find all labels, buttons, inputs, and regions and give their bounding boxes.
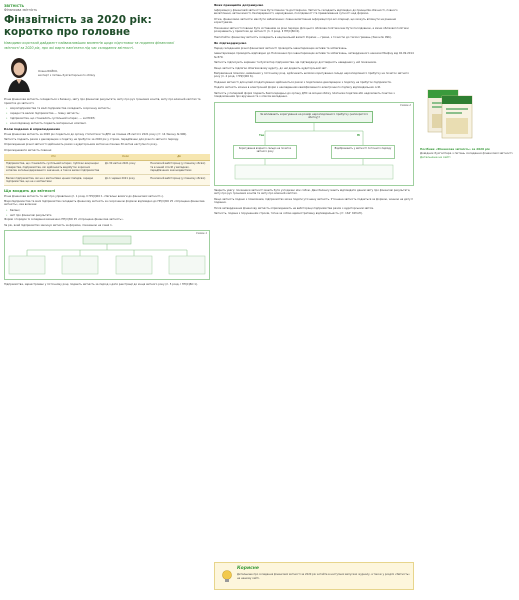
sidebar-promo: [420, 86, 516, 159]
table-cell: На власній вебсторінці (у повному обсязі) та в інший спосіб у випадках, передбачених законодавством: [148, 160, 210, 174]
author-name: Олена БОЙКО,: [38, 70, 58, 74]
column-header: Коли: [103, 154, 148, 160]
deadlines-table: [4, 154, 210, 185]
paragraph: Звітність, подана з порушенням строків, тягне за собою адміністративну відповідальність (ст. 164² КУпАП).: [214, 212, 363, 216]
rubric: ЗВІТНІСТЬ: [4, 4, 25, 8]
left-column: [4, 4, 210, 289]
table-cell: Великі підприємства, які не є емітентами цінних паперів, середні підприємства, що не є емітентами: [4, 175, 103, 186]
section-heading: Коли подаємо й оприлюднюємо: [4, 127, 61, 132]
callout-text: Детальніше про складання фінансової звітності за 2020 рік читайте в наступних випусках журналу, а також у розділі «Звітність» на нашому сайті.: [237, 573, 410, 580]
section-heading: Як підтверджуємо: [214, 41, 247, 46]
column-header: Де: [148, 154, 210, 160]
sidebar-caption-text: Довідник бухгалтера з питань складання фінансової звітності.: [420, 150, 514, 155]
paragraph: Підприємства, зареєстровані у поточному році, подають звітність за період з дати реєстрації до кінця звітного року (п. 5 розд. I НП(С)БО 1).: [4, 283, 198, 287]
table-row: [4, 160, 210, 174]
paragraph: Виправлення помилок, виявлених у поточному році, здійснюють шляхом коригування сальдо нерозподіленого прибутку на початок звітного року (п. 4 розд. I НП(С)БО 6).: [214, 71, 409, 79]
paragraph: Мікропідприємства та малі підприємства складають фінансову звітність за скороченою формою відповідно до НП(С)БО 25 «Спрощена фінансова звітність», яка включає:: [4, 199, 205, 207]
useful-callout: [214, 562, 414, 590]
list-item: • підприємства, що становлять суспільний інтерес, — за МСФЗ;: [10, 117, 210, 121]
paragraph: Інформація у фінансовій звітності має бути повною та достовірною. Звітність складають відповідно до принципів обачності, повного висвітлення, автономності, безперервності, нарахування, послідовності та превалювання сутності над формою.: [214, 8, 398, 16]
paragraph: Інвентаризацію проводять відповідно до Положення про інвентаризацію активів та зобов'язань, затвердженого наказом Мінфіну від 02.09.2014 № 879.: [214, 52, 414, 59]
scheme-2-box-right: Відображають у звітності поточного періоду: [331, 145, 395, 159]
sidebar-more-link[interactable]: Детальніше на сайті: [420, 154, 451, 159]
scheme-label: Схема 2: [400, 103, 411, 107]
paragraph: Оприлюднювати звітність повинні:: [4, 148, 53, 152]
paragraph: Подання звітності для цілей оподаткування здійснюється разом з податковою декларацією з податку на прибуток підприємств.: [214, 80, 392, 84]
rubric-sub: Фінансова звітність: [4, 8, 38, 12]
lightbulb-icon: [219, 569, 235, 585]
list-item: • баланс;: [10, 209, 210, 213]
paragraph: Якщо звітність подано з помилками, підприємство може подати уточнену звітність. Уточнена звітність подається за формою, чинною на дату її подання.: [214, 197, 413, 205]
column-header: Хто: [4, 154, 103, 160]
paragraph: Звітність у паперовій формі подають безпосередньо до органу ДПС за місцем обліку платника податків або надсилають поштою з повідомленням про вручення та з описом вкладення.: [214, 91, 395, 99]
right-column: [214, 4, 414, 218]
paragraph: Звітність підписують керівник та бухгалтер підприємства. Це підтверджує достовірність наведених у ній показників.: [214, 61, 377, 65]
list-item: • середні та великі підприємства — повну звітність;: [10, 112, 210, 116]
paragraph: Форми і порядок їх складання визначено НП(С)БО 25 «Спрощена фінансова звітність».: [4, 218, 124, 222]
paragraph: Якщо звітність підлягає обов'язковому аудиту, до неї додають аудиторський звіт.: [214, 66, 328, 70]
paragraph: Річна фінансова звітність за 2020 рік подається до органу статистики та ДПС не пізніше 28 лютого 2021 року (ст. 14 Закону № 996).: [4, 132, 188, 136]
scheme-2-no: Ні: [357, 133, 361, 137]
book-cover-image[interactable]: [420, 86, 480, 146]
title-line-2: коротко про головне: [4, 26, 131, 38]
table-cell: На власній вебсторінці (у повному обсязі): [148, 175, 210, 186]
paragraph: Перед складанням річної фінансової звітності проводять інвентаризацію активів та зобов'язань.: [214, 46, 348, 50]
table-cell: Підприємства, що становлять суспільний інтерес, публічні акціонерні товариства, підприємства, які здійснюють видобуток корисних копалин загальнодержавного значення, а також великі підприємства: [4, 160, 103, 174]
paragraph: Показники звітності повинні бути зіставними за різні періоди. Для цього облікова політика має бути послідовною, а зміни облікової політики розкривають у примітках до звітності (п. 3 розд. II НП(С)БО 6).: [214, 26, 409, 34]
callout-title: Корисне: [237, 566, 259, 571]
paragraph: Річна фінансова звітність та звіт про управління (п. 1 розд. II НП(С)БО 1 «Загальні вимоги до фінансової звітності»).: [4, 194, 164, 198]
author-photo: [4, 56, 34, 92]
bullet-list: [4, 107, 210, 125]
paragraph: За рік, який підприємство закінчує звітність за формою, показаною на схемі 1.: [4, 223, 113, 227]
paragraph: Зверніть увагу: показники звітності мають бути узгоджені між собою. Дані балансу мають відповідати даним звіту про фінансові результати, звіту про рух грошових коштів та звіту про власний капітал.: [214, 188, 411, 196]
scheme-1: [4, 230, 210, 280]
page-title: [4, 14, 210, 38]
scheme-2-box-left: Коригування вхідного сальдо на початок звітного року: [233, 145, 297, 159]
title-line-1: Фінзвітність за 2020 рік:: [4, 14, 152, 26]
list-item: • консолідовану звітність подають материнські компанії.: [10, 122, 210, 126]
lead-paragraph: Наводимо короткий дайджест найважливіших моментів щодо підготовки та подання фінансової звітності за 2020 рік, про які варто пам'ятати під час складання звітності.: [4, 41, 175, 50]
paragraph: Подати звітність можна в електронній формі з накладенням кваліфікованого електронного підпису відповідальних осіб.: [214, 86, 381, 90]
paragraph: Річна фінансова звітність складається з балансу, звіту про фінансові результати, звіту про рух грошових коштів, звіту про власний капітал та приміток до звітності.: [4, 98, 201, 105]
left-body: [4, 98, 210, 287]
table-cell: До 1 червня 2021 року: [103, 175, 148, 186]
section-heading: Що входить до звітності: [4, 188, 56, 193]
scheme-2: [214, 102, 414, 186]
paragraph: Після затвердження фінансову звітність оприлюднюють на вебсторінці підприємства разом з аудиторським звітом.: [214, 206, 374, 210]
paragraph: Пам'ятайте: фінансову звітність складають в національній валюті України — гривні, з точністю до тисячі гривень (Закон № 996).: [214, 35, 392, 39]
list-item: • звіт про фінансові результати.: [10, 214, 210, 218]
table-row: [4, 175, 210, 186]
paragraph: Оприлюднення річної звітності здійснюють разом з аудиторським звітом не пізніше 30 квітня наступного року.: [4, 143, 158, 147]
scheme-1-diagram: [5, 231, 209, 281]
sidebar-caption-title: Посібник «Фінансова звітність» за 2020 рік: [420, 147, 490, 151]
list-item: • мікропідприємства та малі підприємства складають скорочену звітність;: [10, 107, 210, 111]
scheme-2-question: Чи впливають коригування на розмір нерозподіленого прибутку (непокритого збитку)?: [255, 111, 373, 123]
paragraph: Звітність подають разом з декларацією з податку на прибуток за 2020 рік у строки, передбачені для річного звітного періоду.: [4, 138, 180, 142]
paragraph: Отже, фінансовою звітністю має бути забезпечено: повне висвітлення інформації про всі операції, що можуть вплинути на рішення користувачів.: [214, 17, 396, 25]
table-cell: До 30 квітня 2021 року: [103, 160, 148, 174]
author-role: експерт з питань бухгалтерського обліку: [38, 73, 96, 77]
author-block: [4, 56, 210, 92]
scheme-label: Схема 1: [196, 232, 207, 236]
section-heading: Яких принципів дотримуємо: [214, 3, 264, 7]
bullet-list: [4, 209, 210, 217]
scheme-2-yes: Так: [259, 133, 265, 137]
